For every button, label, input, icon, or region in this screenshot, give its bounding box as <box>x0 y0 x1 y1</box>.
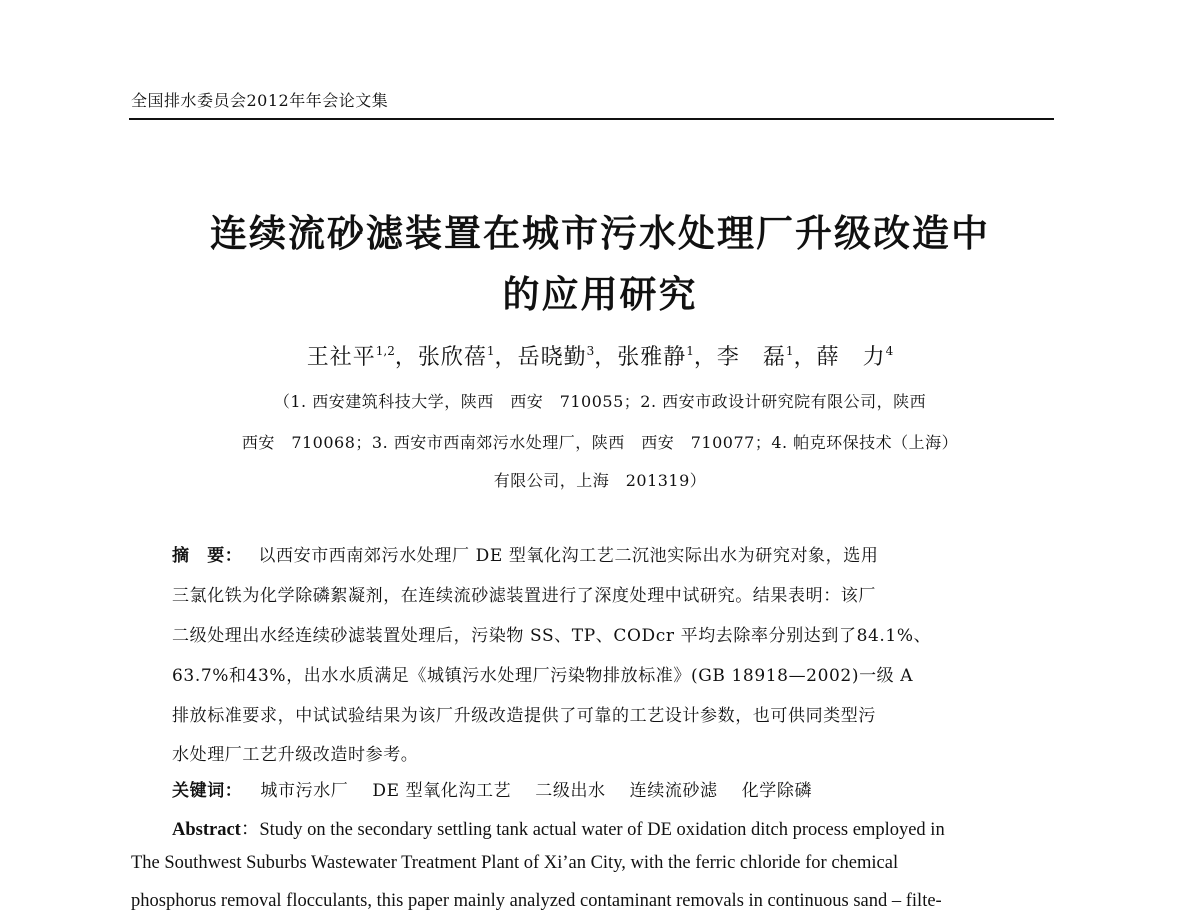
header-rule <box>129 118 1054 120</box>
author-affiliation-mark: 1,2 <box>375 344 395 358</box>
keyword: 化学除磷 <box>741 781 813 801</box>
author-affiliation-mark: 1 <box>686 344 694 358</box>
author-name: 张雅静 <box>617 345 687 370</box>
author-name: 岳晓勤 <box>517 345 587 370</box>
author-name: 张欣蓓 <box>417 345 487 370</box>
keyword: 城市污水厂 <box>260 781 349 801</box>
author-affiliation-mark: 4 <box>885 344 894 358</box>
abstract-cn-line: 63.7%和43%，出水水质满足《城镇污水处理厂污染物排放标准》(GB 18918—2002)一级 A <box>172 666 914 686</box>
abstract-en-line: phosphorus removal flocculants, this paper mainly analyzed contaminant removals in continuous sand – filte- <box>131 891 942 911</box>
abstract-en-line <box>172 815 945 841</box>
keywords-label: 关键词： <box>172 781 243 801</box>
affiliation-line-2: 西安 710068；3. 西安市西南郊污水处理厂，陕西 西安 710077；4. 帕克环保技术（上海） <box>241 433 959 452</box>
affiliation-line-3: 有限公司，上海 201319） <box>493 471 707 490</box>
author-affiliation-mark: 3 <box>586 344 595 358</box>
abstract-cn-line: 排放标准要求，中试试验结果为该厂升级改造提供了可靠的工艺设计参数，也可供同类型污 <box>172 706 876 726</box>
author-name: 薛 力 <box>816 345 886 370</box>
abstract-cn-line: 三氯化铁为化学除磷絮凝剂，在连续流砂滤装置进行了深度处理中试研究。结果表明：该厂 <box>172 586 876 606</box>
affiliation-line-1: （1. 西安建筑科技大学，陕西 西安 710055；2. 西安市政设计研究院有限公司，陕西 <box>273 392 927 411</box>
abstract-cn-text: 以西安市西南郊污水处理厂 DE 型氧化沟工艺二沉池实际出水为研究对象，选用 <box>258 546 879 566</box>
abstract-en-line: The Southwest Suburbs Wastewater Treatment Plant of Xi’an City, with the ferric chloride for chemical <box>131 853 899 873</box>
paper-title-line-2: 的应用研究 <box>502 273 698 316</box>
abstract-en-text: ：Study on the secondary settling tank actual water of DE oxidation ditch process employed in <box>240 820 945 840</box>
running-head: 全国排水委员会2012年年会论文集 <box>131 91 389 110</box>
author-affiliation-mark: 1 <box>486 344 495 358</box>
abstract-cn-line: 二级处理出水经连续砂滤装置处理后，污染物 SS、TP、CODcr 平均去除率分别达到了84.1%、 <box>172 626 932 646</box>
author-list: 王社平$^{1,2}$，张欣蓓$^1$，岳晓勤$^3$，张雅静$^1$，李 磊$^1$，薛 力$^4$ <box>306 344 894 370</box>
author-affiliation-mark: 1 <box>785 344 794 358</box>
abstract-en-label: Abstract <box>172 820 241 840</box>
author-name: 李 磊 <box>716 345 786 370</box>
keywords-line <box>172 776 836 801</box>
abstract-cn-line <box>172 541 878 566</box>
abstract-cn-label: 摘 要： <box>172 546 243 566</box>
author-name: 王社平 <box>306 345 376 370</box>
abstract-cn-line: 水处理厂工艺升级改造时参考。 <box>172 745 419 765</box>
keyword: DE 型氧化沟工艺 <box>372 781 512 801</box>
paper-title-line-1: 连续流砂滤装置在城市污水处理厂升级改造中 <box>210 212 990 255</box>
keyword: 二级出水 <box>535 781 606 801</box>
keyword: 连续流砂滤 <box>629 781 718 801</box>
